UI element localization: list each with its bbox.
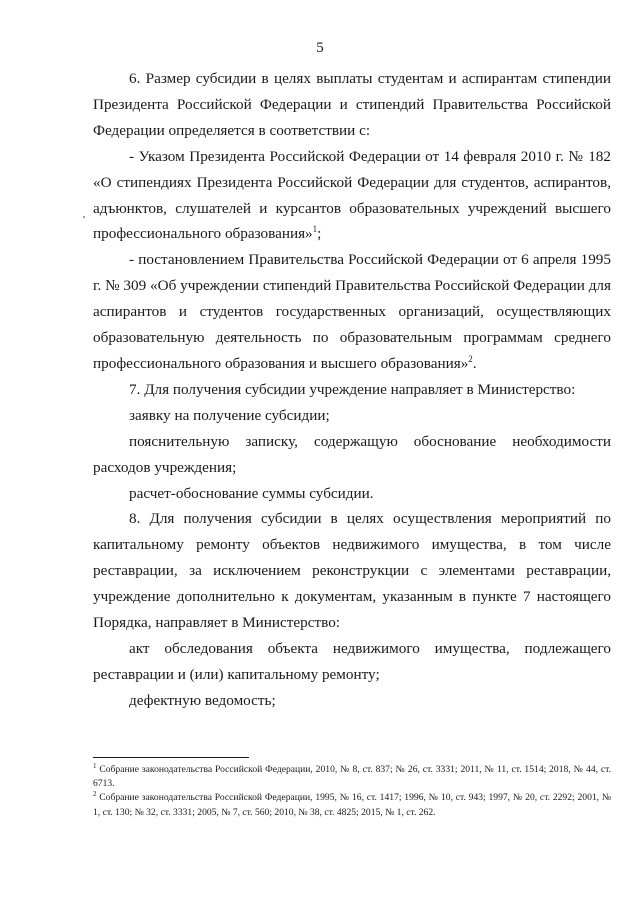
document-body [93,66,611,714]
footnote-divider [93,757,249,758]
list-item-inspection-act: акт обследования объекта недвижимого имущества, подлежащего реставрации и (или) капитальному ремонту; [93,639,611,683]
footnote-text: Собрание законодательства Российской Федерации, 1995, № 16, ст. 1417; 1996, № 10, ст. 943; 1997, № 20, ст. 2292; 2001, № 1, ст. 130; № 32, ст. 3331; 2005, № 7, ст. 560; 2010, № 38, ст. 4825; 2015, № 1, ст. 262. [93,792,611,818]
paragraph-6-subsidy-size: 6. Размер субсидии в целях выплаты студентам и аспирантам стипендии Президента Российской Федерации и стипендий Правительства Российской Федерации определяется в соответствии с: [93,70,611,139]
paragraph-text: - постановлением Правительства Российской Федерации от 6 апреля 1995 г. № 309 «Об учреждении стипендий Правительства Российской Федерации для аспирантов и студентов государственных организаций, осуществляющих образовательную деятельность по образовательным программам среднего профессионального образования и высшего образования» [93,251,611,372]
footnote-mark: 2 [93,790,97,799]
paragraph-text: - Указом Президента Российской Федерации от 14 февраля 2010 г. № 182 «О стипендиях Президента Российской Федерации для студентов, аспирантов, адъюнктов, слушателей и курсантов образовательных учреждений высшего профессионального образования» [93,147,611,243]
paragraph-tail: . [472,354,477,372]
paragraph-tail: ; [317,225,322,243]
footnotes [93,763,611,820]
footnote-reference: 1 [312,224,318,235]
list-item-defect-list: дефектную ведомость; [129,691,276,709]
footnote-mark: 1 [93,761,97,770]
page-number: 5 [316,40,324,56]
scan-artifact-dot [83,216,85,218]
paragraph-7-documents: 7. Для получения субсидии учреждение направляет в Министерство: [129,380,576,398]
list-item-explanatory-note: пояснительную записку, содержащую обоснование необходимости расходов учреждения; [93,432,611,476]
list-item-calculation: расчет-обоснование суммы субсидии. [129,484,374,502]
paragraph-resolution-309 [93,247,611,377]
footnote-1 [93,763,611,791]
footnote-reference: 2 [468,353,473,364]
paragraph-decree-182 [93,144,611,248]
list-item-application: заявку на получение субсидии; [129,406,330,424]
paragraph-8-capital-repair: 8. Для получения субсидии в целях осуществления мероприятий по капитальному ремонту объектов недвижимого имущества, в том числе реставрации, за исключением реконструкции с элементами реставрации, учреждение дополнительно к документам, указанным в пункте 7 настоящего Порядка, направляет в Министерство: [93,510,611,632]
footnote-text: Собрание законодательства Российской Федерации, 2010, № 8, ст. 837; № 26, ст. 3331; 2011, № 11, ст. 1514; 2018, № 44, ст. 6713. [93,764,611,790]
footnote-2 [93,791,611,819]
